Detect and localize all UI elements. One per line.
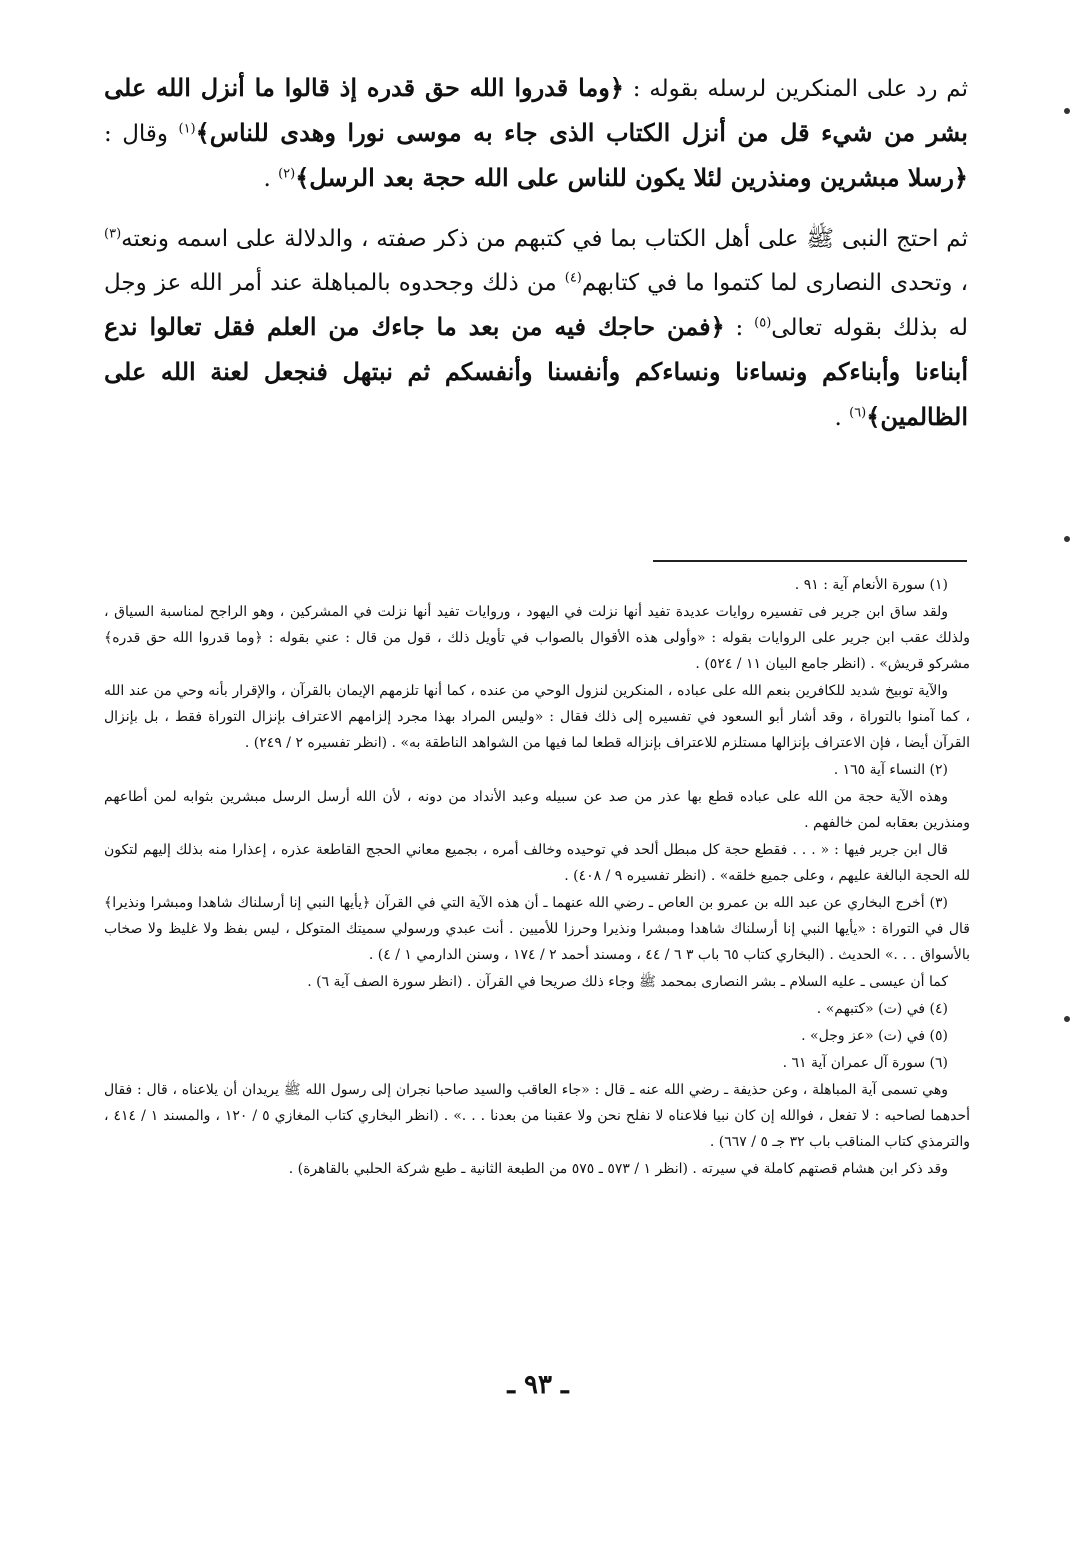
footnote-line: (٤) في (ت) «كتبهم» . (816, 1001, 948, 1017)
footnote-line: وهذه الآية حجة من الله على عباده قطع بها عذر من صد عن سبيله وعبد الأنداد من دونه ، لأن الله أرسل الرسل مبشرين بثوابه لمن أطاعهم ومنذرين بعقابه لمن خالفهم . (104, 789, 970, 831)
footnote-ref: (٥) (754, 315, 772, 331)
footnote-ref: (٣) (104, 226, 122, 242)
scan-mark (1064, 1016, 1070, 1022)
quran-quote: ﴿وما قدروا الله حق قدره إذ قالوا ما أنزل الله على بشر من شيء قل من أنزل الكتاب الذى جاء به موسى نورا وهدى للناس﴾ (104, 73, 968, 147)
footnote-line: قال ابن جرير فيها : « . . . فقطع حجة كل مبطل ألحد في توحيده وخالف أمره ، بجميع معاني الحجج القاطعة عذره ، إعذارا منه بذلك إليهم لتكون لله الحجة البالغة عليهم ، وعلى جميع خلقه» . (انظر تفسيره ٩ / ٤٠٨) . (104, 842, 970, 884)
body-text: ، وتحدى النصارى لما كتموا ما في كتابهم (581, 270, 968, 296)
quran-quote: ﴿رسلا مبشرين ومنذرين لئلا يكون للناس على الله حجة بعد الرسل﴾ (295, 163, 968, 192)
body-text: ثم احتج النبى ﷺ على أهل الكتاب بما في كتبهم من ذكر صفته ، والدلالة على اسمه ونعته (121, 226, 968, 252)
footnote-ref: (٦) (849, 405, 867, 421)
footnote-separator (653, 560, 967, 562)
scan-mark (1064, 108, 1070, 114)
body-text: . (263, 166, 279, 192)
body-text: وقال : (104, 121, 179, 147)
footnote-line: (١) سورة الأنعام آية : ٩١ . (794, 577, 948, 593)
footnote-line: ولقد ساق ابن جرير فى تفسيره روايات عديدة تفيد أنها نزلت في اليهود ، وروايات تفيد أنها نزلت في المشركين ، وهو الراجح لمناسبة السياق ، ولذلك عقب ابن جرير على الروايات بقوله : «وأولى هذه الأقوال بالصواب في تأويل ذلك ، قول من قال : عني بقوله : ﴿وما قدروا الله حق قدره﴾ مشركو قريش» . (انظر جامع البيان ١١ / ٥٢٤) . (104, 604, 970, 672)
scan-mark (1064, 536, 1070, 542)
body-text: : (724, 315, 755, 341)
main-paragraph-2 (104, 217, 968, 440)
intro-text: ثم رد على المنكرين لرسله بقوله : (632, 76, 969, 102)
main-text (104, 66, 968, 456)
footnote-line: (٣) أخرج البخاري عن عبد الله بن عمرو بن العاص ـ رضي الله عنهما ـ أن هذه الآية التي في القرآن ﴿يأيها النبي إنا أرسلناك شاهدا ومبشرا ونذيرا﴾ قال في التوراة : «يأيها النبي إنا أرسلناك شاهدا ومبشرا ونذيرا وحرزا للأميين . أنت عبدي ورسولي سميتك المتوكل ، ليس بفظ ولا غليظ ولا صخاب بالأسواق . . .» الحديث . (البخاري كتاب ٦٥ باب ٣ ٦ / ٤٤ ، ومسند أحمد ٢ / ١٧٤ ، وسنن الدارمي ١ / ٤) . (104, 895, 970, 963)
footnote-line: والآية توبيخ شديد للكافرين بنعم الله على عباده ، المنكرين لنزول الوحي من عنده ، كما أنها تلزمهم الإيمان بالقرآن ، والإقرار بأنه وحي من عند الله ، كما آمنوا بالتوراة ، وقد أشار أبو السعود في تفسيره إلى ذلك فقال : «وليس المراد بهذا مجرد إلزامهم الاعتراف بإنزال التوراة فقط ، بل بإنزال القرآن أيضا ، فإن الاعتراف بإنزالها مستلزم للاعتراف بإنزاله قطعا لما فيها من الشواهد الناطقة به» . (انظر تفسيره ٢ / ٢٤٩) . (104, 683, 970, 751)
footnote-line: وهي تسمى آية المباهلة ، وعن حذيفة ـ رضي الله عنه ـ قال : «جاء العاقب والسيد صاحبا نجران إلى رسول الله ﷺ يريدان أن يلاعناه ، قال : فقال أحدهما لصاحبه : لا تفعل ، فوالله إن كان نبيا فلاعناه لا نفلح نحن ولا عقبنا من بعدنا . . .» . (انظر البخاري كتاب المغازي ٥ / ١٢٠ ، والمسند ١ / ٤١٤ ، والترمذي كتاب المناقب باب ٣٢ جـ ٥ / ٦٦٧) . (104, 1082, 971, 1150)
page-number: ـ ٩٣ ـ (507, 1370, 569, 1400)
footnotes (104, 572, 970, 1183)
footnote-line: (٢) النساء آية ١٦٥ . (833, 762, 948, 778)
quran-quote: ﴿فمن حاجك فيه من بعد ما جاءك من العلم فقل تعالوا ندع أبناءنا وأبناءكم ونساءنا ونساءكم وأنفسنا وأنفسكم ثم نبتهل فنجعل لعنة الله على الظالمين﴾ (104, 312, 968, 431)
footnote-line: (٥) في (ت) «عز وجل» . (801, 1028, 948, 1044)
footnote-ref: (٤) (564, 270, 582, 286)
footnote-line: (٦) سورة آل عمران آية ٦١ . (782, 1055, 948, 1071)
footnote-line: وقد ذكر ابن هشام قصتهم كاملة في سيرته . (انظر ١ / ٥٧٣ ـ ٥٧٥ من الطبعة الثانية ـ طبع شركة الحلبي بالقاهرة) . (288, 1161, 948, 1177)
main-paragraph-1 (104, 66, 968, 201)
footnote-ref: (٢) (278, 166, 296, 182)
body-text: من ذلك وجحدوه بالمباهلة عند أمر الله عز وجل له بذلك بقوله تعالى (104, 270, 969, 341)
footnote-ref: (١) (178, 121, 196, 137)
footnote-line: كما أن عيسى ـ عليه السلام ـ بشر النصارى بمحمد ﷺ وجاء ذلك صريحا في القرآن . (انظر سورة الصف آية ٦) . (307, 974, 948, 990)
body-text: . (834, 405, 850, 431)
